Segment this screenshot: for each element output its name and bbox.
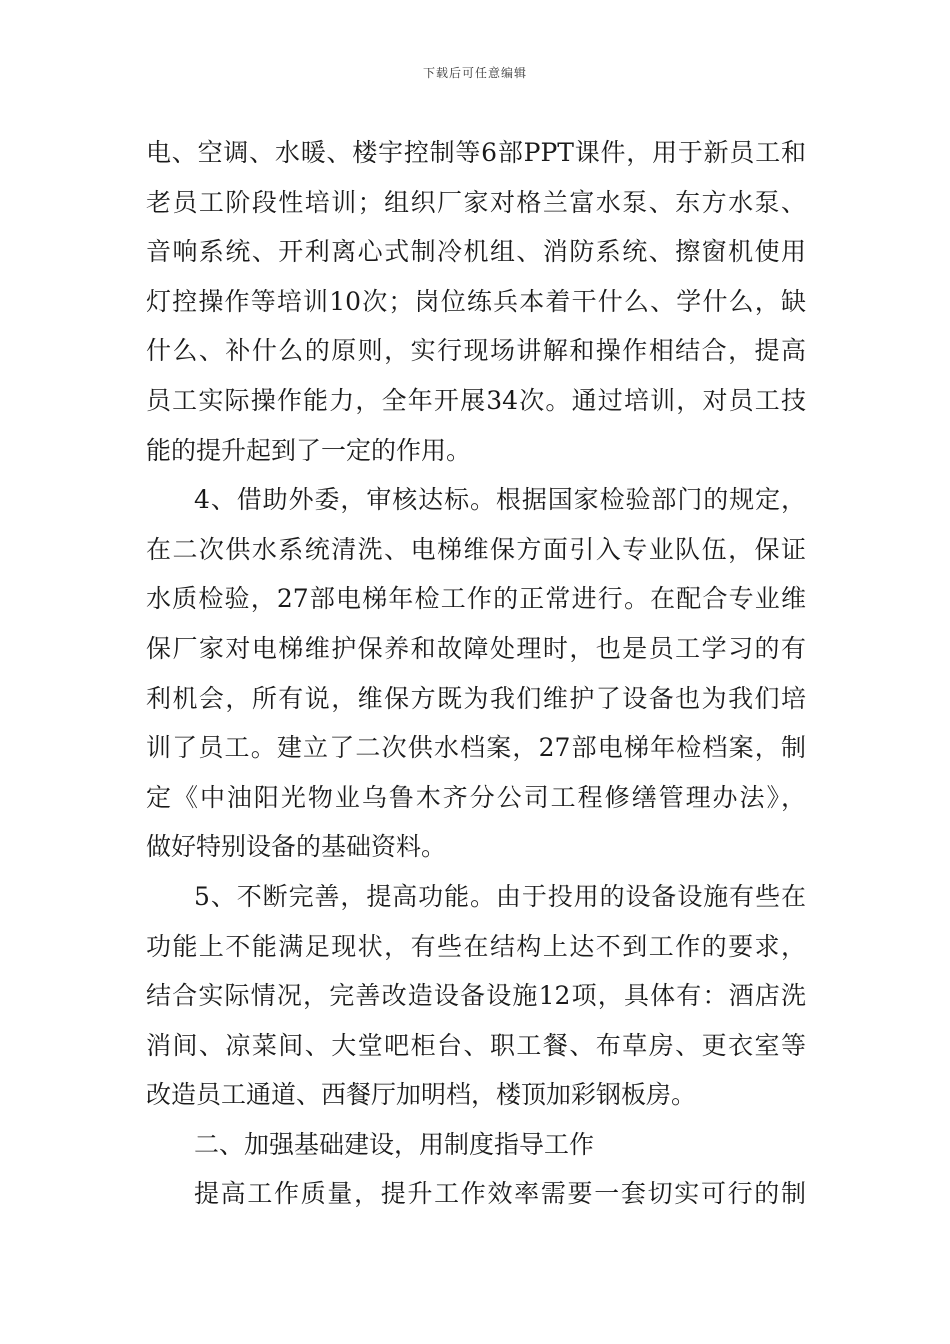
text-line: 利机会，所有说，维保方既为我们维护了设备也为我们培 bbox=[146, 683, 806, 713]
text-line: 员工实际操作能力，全年开展34次。通过培训，对员工技 bbox=[146, 385, 806, 415]
text-line: 电、空调、水暖、楼宇控制等6部PPT课件，用于新员工和 bbox=[146, 138, 806, 167]
text-line: 做好特别设备的基础资料。 bbox=[146, 832, 447, 862]
text-line: 音响系统、开利离心式制冷机组、消防系统、擦窗机使用 bbox=[146, 237, 806, 267]
text-line: 能的提升起到了一定的作用。 bbox=[146, 435, 472, 465]
paragraph-start-line: 4、借助外委，审核达标。根据国家检验部门的规定， bbox=[194, 485, 806, 515]
text-line: 老员工阶段性培训；组织厂家对格兰富水泵、东方水泵、 bbox=[146, 187, 806, 217]
text-line: 消间、凉菜间、大堂吧柜台、职工餐、布草房、更衣室等 bbox=[146, 1030, 806, 1060]
text-line: 结合实际情况，完善改造设备设施12项，具体有：酒店洗 bbox=[146, 981, 806, 1011]
text-line: 训了员工。建立了二次供水档案，27部电梯年检档案，制 bbox=[146, 733, 806, 763]
paragraph-start-line: 提高工作质量，提升工作效率需要一套切实可行的制 bbox=[194, 1179, 806, 1209]
text-line: 水质检验，27部电梯年检工作的正常进行。在配合专业维 bbox=[146, 584, 806, 614]
text-line: 在二次供水系统清洗、电梯维保方面引入专业队伍，保证 bbox=[146, 534, 806, 564]
text-line: 什么、补什么的原则，实行现场讲解和操作相结合，提高 bbox=[146, 336, 806, 366]
text-line: 灯控操作等培训10次；岗位练兵本着干什么、学什么，缺 bbox=[146, 286, 806, 316]
text-line: 保厂家对电梯维护保养和故障处理时，也是员工学习的有 bbox=[146, 633, 806, 663]
text-line: 定《中油阳光物业乌鲁木齐分公司工程修缮管理办法》， bbox=[146, 782, 806, 812]
section-heading: 二、加强基础建设，用制度指导工作 bbox=[194, 1129, 595, 1159]
paragraph-start-line: 5、不断完善，提高功能。由于投用的设备设施有些在 bbox=[194, 881, 806, 911]
page-header: 下载后可任意编辑 bbox=[422, 66, 527, 80]
document-body bbox=[146, 128, 806, 1219]
text-line: 改造员工通道、西餐厅加明档，楼顶加彩钢板房。 bbox=[146, 1080, 697, 1110]
text-line: 功能上不能满足现状，有些在结构上达不到工作的要求， bbox=[146, 931, 806, 961]
